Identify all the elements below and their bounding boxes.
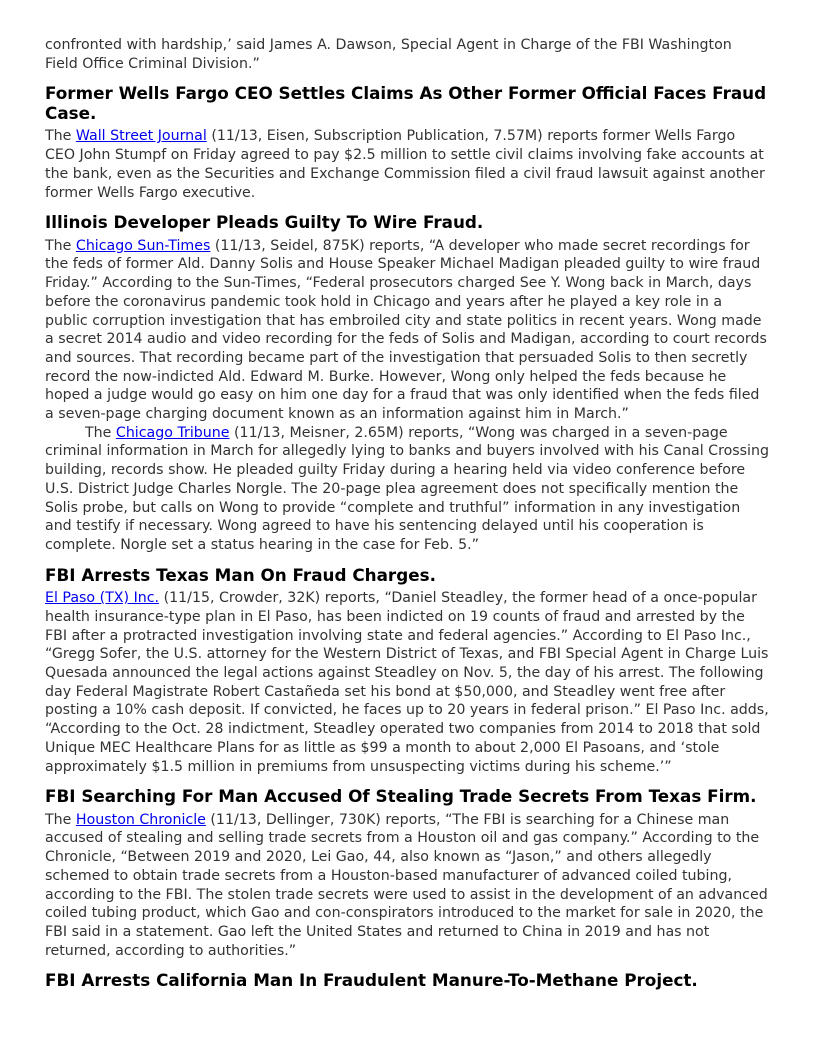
paragraph-body: (11/13, Dellinger, 730K) reports, “The FBI is searching for a Chinese man accused of stealing and selling trade secrets from a Houston oil and gas company.” According to the Chronicle, “Between 2019 and 2020, Lei Gao, 44, also known as “Jason,” and others allegedly schemed to obtain trade secrets from a Houston-based manufacturer of advanced coiled tubing, according to the FBI. The stolen trade secrets were used to assist in the development of an advanced coiled tubing product, which Gao and con-conspirators introduced to the market for sale in 2020, the FBI said in a statement. Gao left the United States and returned to China in 2019 and has not returned, according to authorities.” [45,811,768,959]
paragraph-lead: The [85,424,116,441]
paragraph-body: (11/15, Crowder, 32K) reports, “Daniel Steadley, the former head of a once-popular health insurance-type plan in El Paso, has been indicted on 19 counts of fraud and arrested by the FBI after a protracted investigation involving state and federal agencies.” According to El Paso Inc., “Gregg Sofer, the U.S. attorney for the Western District of Texas, and FBI Special Agent in Charge Luis Quesada announced the legal actions against Steadley on Nov. 5, the day of his arrest. The following day Federal Magistrate Robert Castañeda set his bond at $50,000, and Steadley went free after posting a 10% cash deposit. If convicted, he faces up to 20 years in federal prison.” El Paso Inc. adds, “According to the Oct. 28 indictment, Steadley operated two companies from 2014 to 2018 that sold Unique MEC Healthcare Plans for as little as $99 a month to about 2,000 El Pasoans, and ‘stole approximately $1.5 million in premiums from unsuspecting victims during his scheme.’” [45,590,769,775]
paragraph-body: (11/13, Seidel, 875K) reports, “A developer who made secret recordings for the feds of former Ald. Danny Solis and House Speaker Michael Madigan pleaded guilty to wire fraud Friday.” According to the Sun-Times, “Federal prosecutors charged See Y. Wong back in March, days before the coronavirus pandemic took hold in Chicago and years after he played a key role in a public corruption investigation that has embroiled city and state politics in recent years. Wong made a secret 2014 audio and video recording for the feds of Solis and Madigan, according to court records and sources. That recording became part of the investigation that persuaded Solis to then secretly record the now-indicted Ald. Edward M. Burke. However, Wong only helped the feds because he hoped a judge would go easy on him one day for a fraud that was only identified when the feds filed a seven-page charging document known as an information against him in March.” [45,237,767,423]
source-link-el-paso-inc[interactable]: El Paso (TX) Inc. [45,590,160,607]
paragraph-body: (11/13, Eisen, Subscription Publication, 7.57M) reports former Wells Fargo CEO John Stumpf on Friday agreed to pay $2.5 million to settle civil claims involving fake accounts at the bank, even as the Securities and Exchange Commission filed a civil fraud lawsuit against another former Wells Fargo executive. [45,128,765,201]
article-headline-texas-fraud: FBI Arrests Texas Man On Fraud Charges. [45,564,436,585]
source-link-wall-street-journal[interactable]: Wall Street Journal [75,128,207,145]
article-headline-illinois-developer: Illinois Developer Pleads Guilty To Wire Fraud. [45,212,484,233]
article-headline-manure-methane: FBI Arrests California Man In Fraudulent Manure-To-Methane Project. [45,970,698,991]
article-paragraph [45,589,769,776]
article-paragraph [45,127,769,202]
intro-paragraph: confronted with hardship,’ said James A. Dawson, Special Agent in Charge of the FBI Washington Field Office Criminal Division.” [45,37,732,72]
article-headline-trade-secrets: FBI Searching For Man Accused Of Stealing Trade Secrets From Texas Firm. [45,786,757,807]
source-link-houston-chronicle[interactable]: Houston Chronicle [75,811,206,828]
source-link-chicago-tribune[interactable]: Chicago Tribune [115,424,230,441]
paragraph-lead: The [45,237,76,254]
article-paragraph [45,237,769,424]
paragraph-lead: The [45,811,76,828]
paragraph-lead: The [45,128,76,145]
paragraph-body: (11/13, Meisner, 2.65M) reports, “Wong was charged in a seven-page criminal information in March for allegedly lying to banks and buyers involved with his Canal Crossing building, records show. He pleaded guilty Friday during a hearing held via video conference before U.S. District Judge Charles Norgle. The 20-page plea agreement does not specifically mention the Solis probe, but calls on Wong to provide “complete and truthful” information in any investigation and testify if necessary. Wong agreed to have his sentencing delayed until his cooperation is complete. Norgle set a status hearing in the case for Feb. 5.” [45,424,769,553]
source-link-chicago-sun-times[interactable]: Chicago Sun-Times [75,237,211,254]
article-headline-wells-fargo: Former Wells Fargo CEO Settles Claims As Other Former Official Faces Fraud Case. [45,83,767,123]
document-page [45,36,769,995]
article-paragraph [45,811,769,961]
article-paragraph [45,424,769,555]
